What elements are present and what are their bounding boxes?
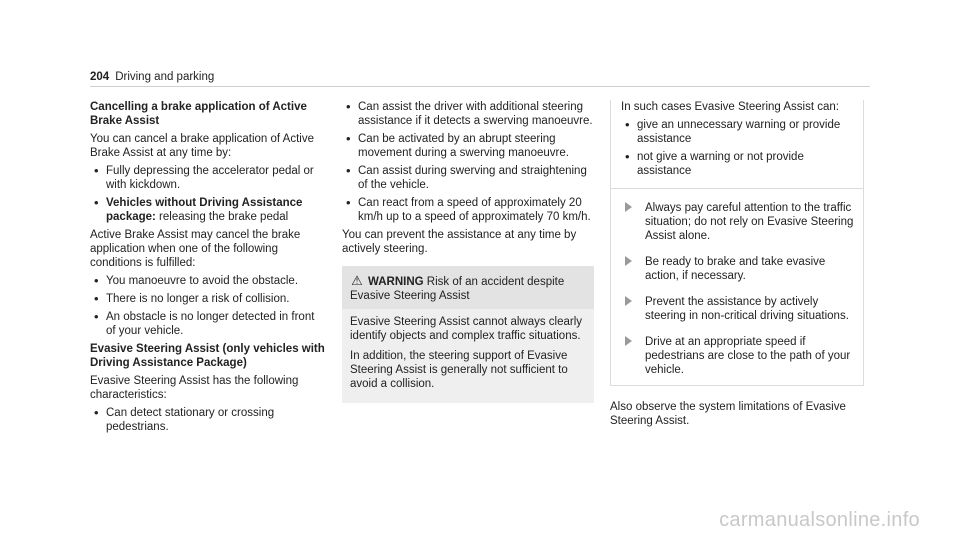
instruction-step — [621, 255, 855, 283]
warning-paragraph: In addition, the steering support of Evasive Steering Assist is generally not sufficient to avoid a collision. — [350, 350, 568, 390]
warning-paragraph: Evasive Steering Assist cannot always clearly identify objects and complex traffic situations. — [350, 316, 583, 342]
step-text: Always pay careful attention to the traffic situation; do not rely on Evasive Steering Assist alone. — [645, 202, 854, 242]
page-header — [90, 70, 214, 84]
list-item: • There is no longer a risk of collision. — [90, 292, 325, 306]
paragraph-observe: Also observe the system limitations of Evasive Steering Assist. — [610, 401, 846, 427]
instruction-step — [621, 295, 855, 323]
warning-header — [342, 266, 594, 309]
warning-label: WARNING — [368, 276, 424, 288]
warning-triangle-icon: ⚠ — [351, 273, 363, 288]
step-text: Drive at an appropriate speed if pedestrians are close to the path of your vehicle. — [645, 336, 851, 376]
list-item: • give an unnecessary warning or provide assistance — [621, 118, 855, 146]
list-item — [90, 196, 325, 224]
instruction-step — [621, 201, 855, 243]
paragraph-evasive-intro: Evasive Steering Assist has the following characteristics: — [90, 375, 299, 401]
list-item: • An obstacle is no longer detected in front of your vehicle. — [90, 310, 325, 338]
page-number: 204 — [90, 71, 110, 83]
list-item-bold: Vehicles without Driving Assistance package: — [106, 197, 303, 223]
warning-continuation-panel — [610, 100, 864, 386]
arrow-right-icon — [625, 256, 632, 266]
cases-list — [621, 118, 855, 178]
list-item: • Can be activated by an abrupt steering movement during a swerving manoeuvre. — [342, 132, 594, 160]
list-item: • Can detect stationary or crossing pedestrians. — [90, 406, 325, 434]
paragraph-cases: In such cases Evasive Steering Assist can: — [621, 101, 839, 113]
column-2 — [342, 100, 594, 403]
list-item: • Can assist the driver with additional steering assistance if it detects a swerving manoeuvre. — [342, 100, 594, 128]
step-text: Prevent the assistance by actively steering in non-critical driving situations. — [645, 296, 849, 322]
step-text: Be ready to brake and take evasive action, if necessary. — [645, 256, 826, 282]
conditions-list — [90, 274, 325, 338]
warning-title: Risk of an accident despite Evasive Steering Assist — [350, 276, 565, 302]
warning-body — [342, 309, 594, 403]
column-3 — [610, 100, 864, 432]
list-item: • Fully depressing the accelerator pedal or with kickdown. — [90, 164, 325, 192]
cancel-list — [90, 164, 325, 224]
heading-cancel-brake: Cancelling a brake application of Active Brake Assist — [90, 101, 307, 127]
arrow-right-icon — [625, 202, 632, 212]
paragraph-cancel-intro: You can cancel a brake application of Active Brake Assist at any time by: — [90, 133, 314, 159]
column-1 — [90, 100, 325, 438]
list-item: • You manoeuvre to avoid the obstacle. — [90, 274, 325, 288]
characteristics-list-continued — [342, 100, 594, 224]
list-item-text: releasing the brake pedal — [155, 211, 289, 223]
characteristics-list — [90, 406, 325, 434]
list-item: • not give a warning or not provide assistance — [621, 150, 855, 178]
header-divider — [90, 86, 870, 87]
arrow-right-icon — [625, 296, 632, 306]
list-item: • Can react from a speed of approximately 20 km/h up to a speed of approximately 70 km/h. — [342, 196, 594, 224]
divider — [611, 188, 863, 189]
paragraph-prevent: You can prevent the assistance at any time by actively steering. — [342, 229, 577, 255]
list-item: • Can assist during swerving and straightening of the vehicle. — [342, 164, 594, 192]
section-title: Driving and parking — [115, 71, 215, 83]
warning-box — [342, 266, 594, 403]
heading-evasive-steering: Evasive Steering Assist (only vehicles with Driving Assistance Package) — [90, 343, 325, 369]
watermark: carmanualsonline.info — [719, 509, 920, 531]
instruction-step — [621, 335, 855, 377]
paragraph-cancel-conditions: Active Brake Assist may cancel the brake application when one of the following conditions is fulfilled: — [90, 229, 301, 269]
arrow-right-icon — [625, 336, 632, 346]
